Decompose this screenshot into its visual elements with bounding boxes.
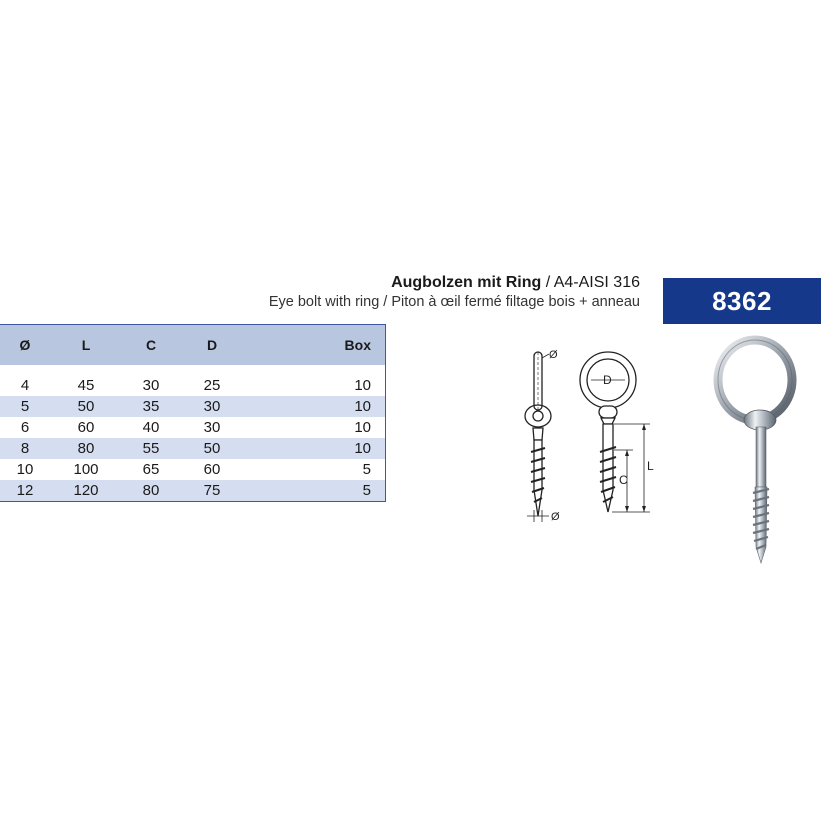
table-row (0, 459, 386, 480)
cell-ring-diameter: 60 (203, 461, 221, 478)
label-thread-length: C (619, 473, 628, 487)
header-diameter: Ø (0, 325, 50, 366)
product-subtitle: Eye bolt with ring / Piton à œil fermé filtage bois + anneau (268, 294, 640, 310)
cell-ring-diameter: 30 (203, 419, 221, 436)
table-header-row (0, 325, 386, 366)
product-material: A4-AISI 316 (553, 274, 640, 291)
table-row (0, 365, 386, 396)
label-ring-diameter: D (603, 373, 612, 387)
technical-drawing (515, 340, 675, 530)
cell-length: 100 (73, 461, 99, 478)
product-photo (700, 335, 810, 570)
cell-diameter: 12 (0, 480, 50, 502)
cell-diameter: 10 (16, 461, 34, 478)
header-thread-length: C (122, 325, 180, 366)
front-view-drawing (580, 352, 650, 512)
cell-diameter: 6 (20, 419, 30, 436)
cell-thread-length: 55 (122, 438, 180, 459)
cell-thread-length: 35 (122, 396, 180, 417)
cell-box: 10 (354, 377, 371, 394)
cell-ring-diameter: 75 (180, 480, 244, 502)
title-separator: / (541, 274, 554, 291)
header-ring-diameter: D (180, 325, 244, 366)
cell-box: 5 (244, 480, 386, 502)
spec-table (0, 324, 386, 502)
cell-diameter: 8 (0, 438, 50, 459)
table-row (0, 396, 386, 417)
product-code-badge: 8362 (663, 278, 821, 324)
product-title (269, 273, 640, 293)
label-diameter-bottom: Ø (551, 511, 560, 523)
cell-box: 10 (244, 396, 386, 417)
cell-diameter: 4 (20, 377, 30, 394)
cell-box: 10 (244, 438, 386, 459)
side-view-drawing (525, 352, 551, 522)
cell-length: 80 (50, 438, 122, 459)
table-row (0, 417, 386, 438)
eye-bolt-photo (718, 340, 792, 563)
cell-diameter: 5 (0, 396, 50, 417)
product-name-de: Augbolzen mit Ring (391, 274, 542, 291)
table-row (0, 480, 386, 502)
cell-thread-length: 80 (122, 480, 180, 502)
cell-thread-length: 65 (142, 461, 160, 478)
header-box: Box (244, 325, 386, 366)
cell-length: 45 (77, 377, 95, 394)
cell-ring-diameter: 50 (180, 438, 244, 459)
cell-box: 10 (354, 419, 371, 436)
cell-length: 50 (50, 396, 122, 417)
cell-ring-diameter: 25 (203, 377, 221, 394)
cell-length: 120 (50, 480, 122, 502)
cell-length: 60 (77, 419, 95, 436)
cell-box: 5 (362, 461, 371, 478)
cell-ring-diameter: 30 (180, 396, 244, 417)
label-length: L (647, 459, 654, 473)
product-title-block (269, 273, 640, 312)
cell-thread-length: 30 (142, 377, 160, 394)
label-diameter-top: Ø (549, 349, 558, 361)
table-row (0, 438, 386, 459)
header-length: L (50, 325, 122, 366)
cell-thread-length: 40 (142, 419, 160, 436)
